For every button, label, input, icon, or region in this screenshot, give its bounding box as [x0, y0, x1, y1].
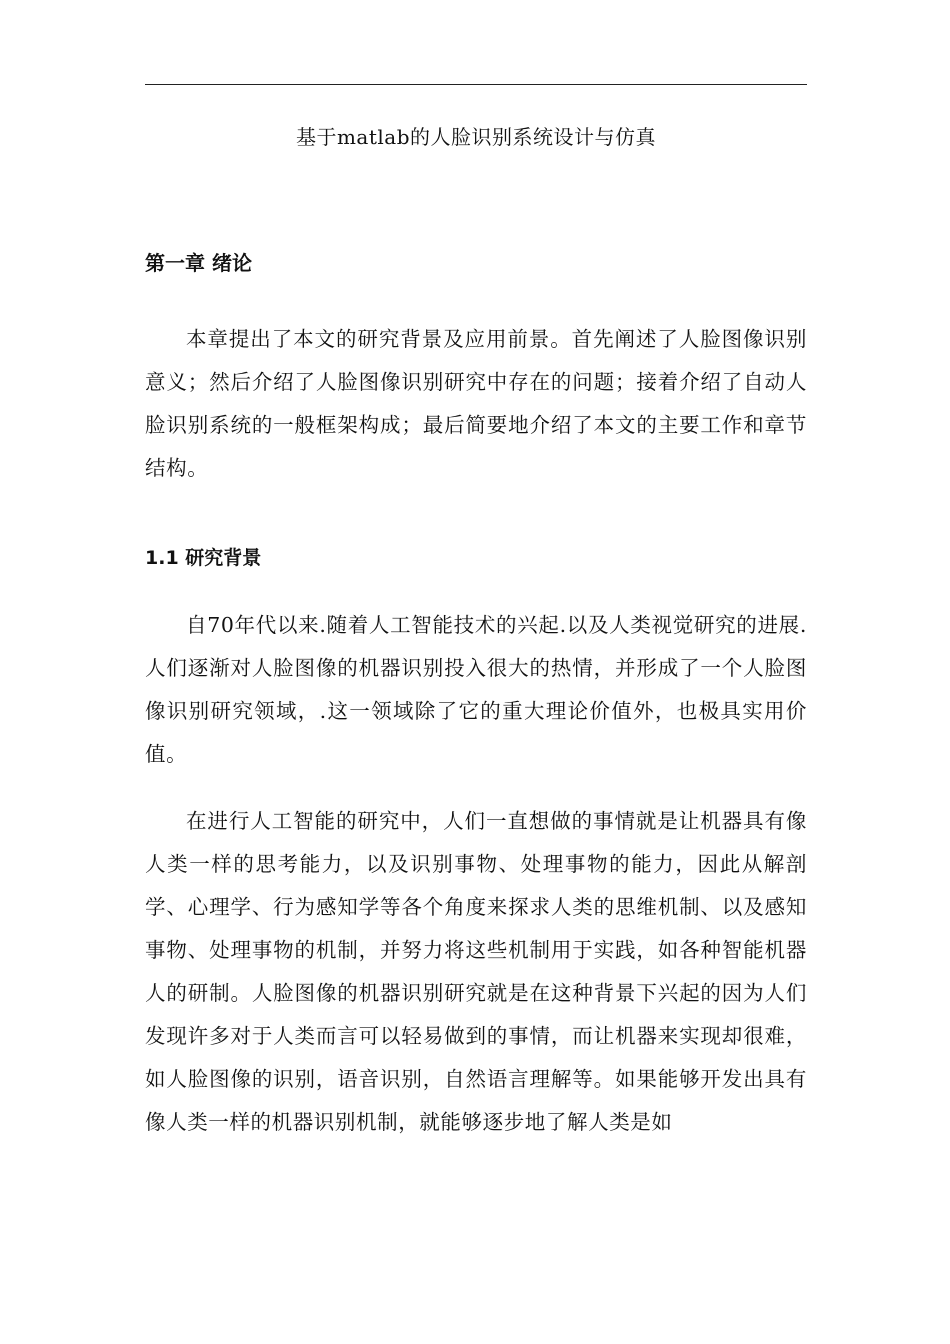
document-title: 基于matlab的人脸识别系统设计与仿真 [295, 125, 657, 149]
body-paragraph: 自70年代以来.随着人工智能技术的兴起.以及人类视觉研究的进展.人们逐渐对人脸图像的机器识别投入很大的热情，并形成了一个人脸图像识别研究领域，.这一领域除了它的重大理论价值外，也极具实用价值。 [145, 613, 807, 766]
body-paragraph: 在进行人工智能的研究中，人们一直想做的事情就是让机器具有像人类一样的思考能力，以及识别事物、处理事物的能力，因此从解剖学、心理学、行为感知学等各个角度来探求人类的思维机制、以及感知事物、处理事物的机制，并努力将这些机制用于实践，如各种智能机器人的研制。人脸图像的机器识别研究就是在这种背景下兴起的因为人们发现许多对于人类而言可以轻易做到的事情，而让机器来实现却很难，如人脸图像的识别，语音识别，自然语言理解等。如果能够开发出具有像人类一样的机器识别机制，就能够逐步地了解人类是如 [145, 809, 807, 1134]
section-heading: 1.1 研究背景 [145, 547, 262, 569]
chapter-intro-paragraph: 本章提出了本文的研究背景及应用前景。首先阐述了人脸图像识别意义；然后介绍了人脸图像识别研究中存在的问题；接着介绍了自动人脸识别系统的一般框架构成；最后简要地介绍了本文的主要工作和章节结构。 [145, 327, 807, 480]
header-rule [145, 84, 807, 85]
chapter-heading: 第一章 绪论 [145, 251, 252, 275]
